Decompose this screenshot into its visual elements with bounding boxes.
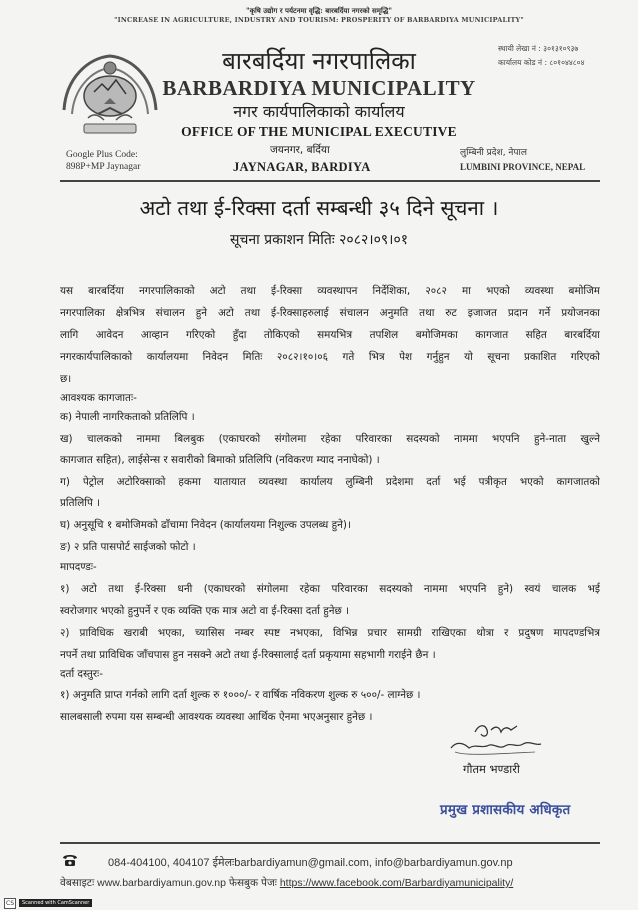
document-item: ख) चालकको नाममा बिलबुक (एकाघरको संगोलमा रहेका परिवारका सदस्यको नाममा भएपनि हुने-नाता खुल्ने — [60, 433, 600, 445]
header-divider — [60, 180, 600, 182]
facebook-link[interactable]: https://www.facebook.com/Barbardiyamunicipality/ — [279, 877, 514, 889]
body-line: नगरकार्यपालिकाको कार्यालयमा निवेदन मितिः २०८२।१०।०६ गते भित्र पेश गर्नुहुन यो सूचना प्रकाशित गरिएको — [60, 351, 600, 363]
document-item: क) नेपाली नागरिकताको प्रतिलिपि । — [60, 411, 195, 423]
criteria-item: स्वरोजगार भएको हुनुपर्ने र एक व्यक्ति एक मात्र अटो वा ई-रिक्सा दर्ता हुनेछ । — [60, 605, 350, 617]
camscanner-badge — [4, 898, 92, 908]
google-plus-code: 898P+MP Jaynagar — [66, 162, 141, 172]
documents-heading: आवश्यक कागजातः- — [60, 392, 137, 404]
office-name-nepali: नगर कार्यपालिकाको कार्यालय — [233, 102, 405, 121]
municipality-name-nepali: बारबर्दिया नगरपालिका — [222, 47, 416, 75]
document-item: घ) अनुसूचि १ बमोजिमको ढाँचामा निवेदन (कार्यालयमा निशुल्क उपलब्ध हुने)। — [60, 519, 351, 531]
document-item: ग) पेट्रोल अटोरिक्साको हकमा यातायात व्यवस्था कार्यालय लुम्बिनी प्रदेशमा दर्ता भई पत्रीकृत भएको कागजातको — [60, 476, 600, 488]
slogan-nepali: "कृषि उद्योग र पर्यटनमा वृद्धि: बारबर्दिया नगरको समृद्धि" — [245, 6, 393, 15]
fee-item: १) अनुमति प्राप्त गर्नको लागि दर्ता शुल्क रु १०००/- र वार्षिक नविकरण शुल्क रु ५००/- लाग्नेछ । — [60, 689, 421, 701]
publication-date: सूचना प्रकाशन मितिः २०८२।०९।०१ — [229, 232, 409, 248]
body-line: लागि आवेदन आव्हान गरिएको हुँदा तोकिएको समयभित्र तपशिल बमोजिमका कागजात सहित बारबर्दिया — [60, 329, 600, 341]
document-item: प्रतिलिपि । — [60, 497, 101, 509]
camscanner-logo-icon: CS — [6, 899, 14, 907]
account-number: स्थायी लेखा नं : ३०१३१०९३७ — [498, 44, 579, 53]
fee-heading: दर्ता दस्तुरः- — [60, 668, 104, 680]
website-line — [60, 876, 513, 890]
province-english: LUMBINI PROVINCE, NEPAL — [460, 162, 586, 172]
signature-image — [445, 718, 545, 760]
province-nepali: लुम्बिनी प्रदेश, नेपाल — [460, 148, 527, 158]
criteria-heading: मापदण्डः- — [60, 561, 97, 573]
phone-icon — [62, 852, 78, 868]
signatory-name: गौतम भण्डारी — [463, 762, 520, 776]
google-plus-label: Google Plus Code: — [66, 150, 138, 160]
criteria-item: २) प्राविधिक खराबी भएका, च्यासिस नम्बर स्पष्ट नभएका, विभिन्न प्रचार सामग्री राखिएका थोत्रा र प्रदुषण मापदण्डभित्र — [60, 627, 600, 639]
slogan-english: "INCREASE IN AGRICULTURE, INDUSTRY AND TOURISM: PROSPERITY OF BARBARDIYA MUNICIPALITY" — [114, 16, 524, 24]
location-nepali: जयनगर, बर्दिया — [270, 144, 330, 156]
criteria-item: नपर्ने तथा प्राविधिक जाँचपास हुन नसक्ने अटो तथा ई-रिक्सालाई दर्ता प्रकृयामा सहभागी गराईने छैन । — [60, 649, 436, 661]
body-line: यस बारबर्दिया नगरपालिकाको अटो तथा ई-रिक्सा व्यवस्थापन निर्देशिका, २०८२ मा भएको व्यवस्था बमोजिम — [60, 285, 600, 297]
body-line: छ। — [60, 373, 72, 385]
document-item: ङ) २ प्रति पासपोर्ट साईजको फोटो । — [60, 541, 196, 553]
camscanner-text: Scanned with CamScanner — [19, 899, 92, 907]
criteria-item: १) अटो तथा ई-रिक्सा धनी (एकाघरको संगोलमा रहेका परिवारका सदस्यको नाममा भएपनि हुने) स्वयं चालक भई — [60, 583, 600, 595]
website-text[interactable]: वेबसाइटः www.barbardiyamun.gov.np फेसबुक पेजः — [60, 877, 280, 889]
designation-stamp: प्रमुख प्रशासकीय अधिकृत — [440, 802, 571, 818]
footer-divider — [60, 842, 600, 844]
office-code: कार्यालय कोड नं : ८०१०४४८०४ — [498, 58, 585, 67]
fee-item: सालबसाली रुपमा यस सम्बन्धी आवश्यक व्यवस्था आर्थिक ऐनमा भएअनुसार हुनेछ । — [60, 711, 373, 723]
municipality-name-english: BARBARDIYA MUNICIPALITY — [162, 76, 476, 100]
notice-title: अटो तथा ई-रिक्सा दर्ता सम्बन्धी ३५ दिने सूचना । — [139, 196, 499, 220]
office-name-english: OFFICE OF THE MUNICIPAL EXECUTIVE — [181, 124, 457, 139]
body-line: नगरपालिका क्षेत्रभित्र संचालन हुने अटो तथा ई-रिक्साहरुलाई संचालन अनुमति तथा रुट इजाजत प्रदान गर्ने प्रयोजनका — [60, 307, 600, 319]
document-item: कागजात सहित), लाईसेन्स र सवारीको बिमाको प्रतिलिपि (नविकरण म्याद ननाघेको) । — [60, 454, 380, 466]
contact-line: 084-404100, 404107 ईमेलःbarbardiyamun@gmail.com, info@barbardiyamun.gov.np — [108, 857, 513, 869]
location-english: JAYNAGAR, BARDIYA — [233, 160, 371, 174]
